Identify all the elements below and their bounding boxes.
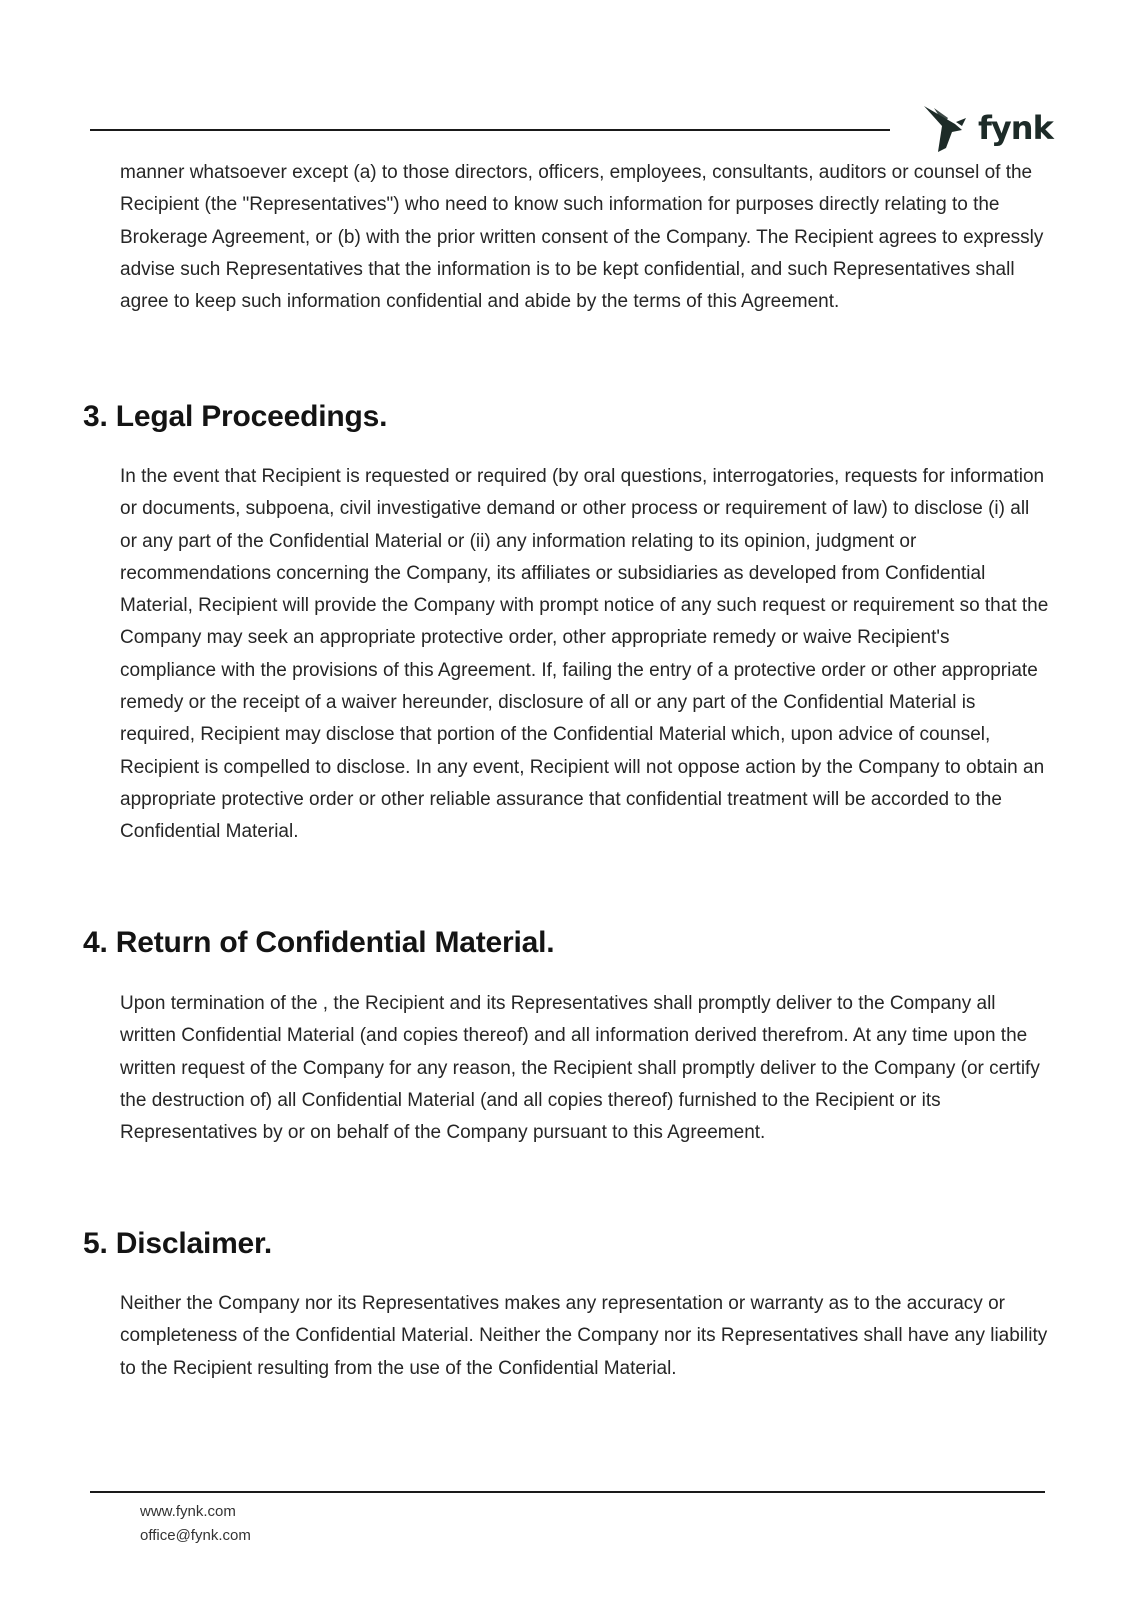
section-5-heading: 5. Disclaimer. (83, 1227, 272, 1260)
footer-website-link[interactable]: www.fynk.com (140, 1503, 236, 1520)
section-3-paragraph: In the event that Recipient is requested or required (by oral questions, interrogatories, requests for information or documents, subpoena, civil investigative demand or other process or requirement of law) to disclose (i) all or any part of the Confidential Material or (ii) any information relating to its opinion, judgment or recommendations concerning the Company, its affiliates or subsidiaries as developed from Confidential Material, Recipient will provide the Company with prompt notice of any such request or requirement so that the Company may seek an appropriate protective order, other appropriate remedy or waive Recipient's compliance with the provisions of this Agreement. If, failing the entry of a protective order or other appropriate remedy or the receipt of a waiver hereunder, disclosure of all or any part of the Confidential Material is required, Recipient may disclose that portion of the Confidential Material which, upon advice of counsel, Recipient is compelled to disclose. In any event, Recipient will not oppose action by the Company to obtain an appropriate protective order or other reliable assurance that confidential treatment will be accorded to the Confidential Material. (120, 466, 1049, 843)
bird-logo-icon (922, 104, 976, 156)
section-4-paragraph: Upon termination of the , the Recipient and its Representatives shall promptly deliver to the Company all written Confidential Material (and copies thereof) and all information derived therefrom. At any time upon the written request of the Company for any reason, the Recipient shall promptly deliver to the Company (or certify the destruction of) all Confidential Material (and all copies thereof) furnished to the Recipient or its Representatives by or on behalf of the Company pursuant to this Agreement. (120, 993, 1040, 1144)
section-5-paragraph: Neither the Company nor its Representatives makes any representation or warranty as to the accuracy or completeness of the Confidential Material. Neither the Company nor its Representatives shall have any liability to the Recipient resulting from the use of the Confidential Material. (120, 1293, 1048, 1379)
header-divider (90, 129, 890, 131)
section-4-heading: 4. Return of Confidential Material. (83, 926, 555, 959)
intro-continued-paragraph: manner whatsoever except (a) to those directors, officers, employees, consultants, auditors or counsel of the Recipient (the "Representatives") who need to know such information for purposes directly relating to the Brokerage Agreement, or (b) with the prior written consent of the Company. The Recipient agrees to expressly advise such Representatives that the information is to be kept confidential, and such Representatives shall agree to keep such information confidential and abide by the terms of this Agreement. (120, 162, 1044, 313)
section-3-heading: 3. Legal Proceedings. (83, 400, 388, 433)
footer-email-link[interactable]: office@fynk.com (140, 1527, 251, 1544)
brand-logo (922, 104, 1053, 156)
brand-name: fynk (978, 109, 1053, 147)
footer-divider (90, 1491, 1045, 1493)
